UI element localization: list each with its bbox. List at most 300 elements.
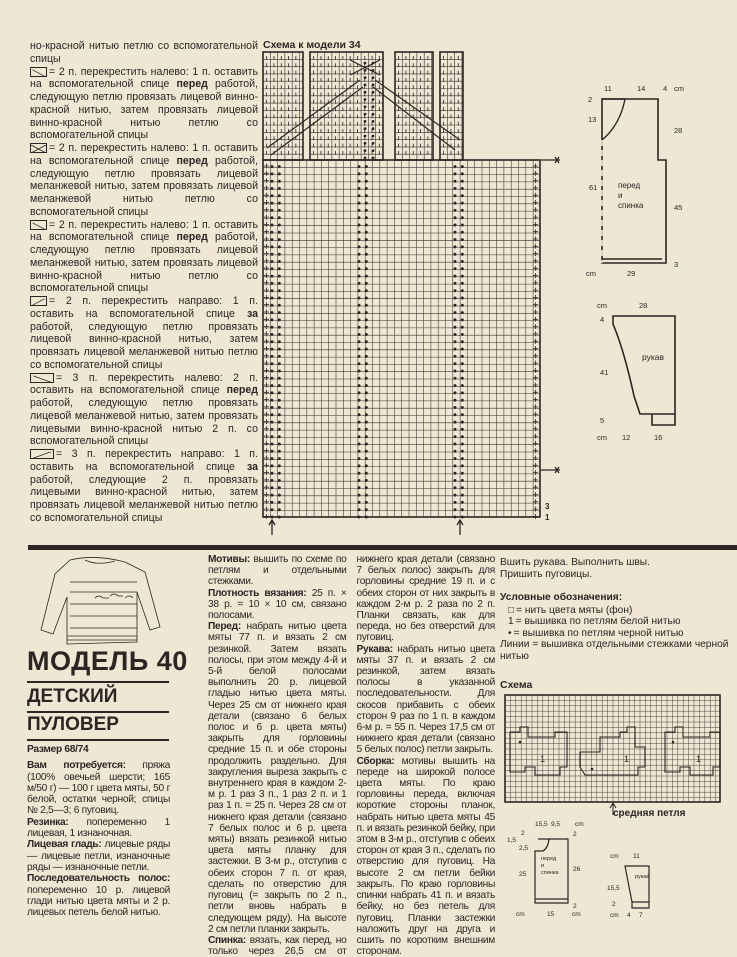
- dot-mark: [461, 508, 464, 511]
- motif-chart-title: Схема: [500, 679, 533, 691]
- dot-mark: [461, 384, 464, 387]
- dot-mark: [364, 142, 367, 145]
- dim-left-2: 2: [588, 95, 593, 104]
- dot-mark: [278, 202, 281, 205]
- symbol-legend: [500, 592, 732, 662]
- paragraph: Сборка: мотивы вышить на переде на широкой полосе цвета мяты. По краю горловины переда, включая короткие стороны планок, набрать нитью цвета мяты 45 п. и вязать резинкой бейку, при этом в 3-м р., отступив с обеих сторон от края 3 п., сделать по отверстию для пуговиц. На высоте 2 см петли бейки закрыть. По краю горловины спинки набрать 41 п. и вязать бейку, но без петель для пуговиц. Планки застежки наложить друг на друга и сшить по коротким внешним сторонам.: [356, 755, 495, 957]
- dot-mark: [358, 297, 361, 300]
- dot-mark: [278, 340, 281, 343]
- dim-left-4: 4: [600, 315, 605, 324]
- legend-entry: 1 = вышивка по петлям белой нитью: [508, 616, 681, 628]
- dot-mark: [278, 304, 281, 307]
- dot-mark: [358, 362, 361, 365]
- dot-mark: [278, 224, 281, 227]
- stitch-legend-item: = 2 п. перекрестить налево: 1 п. оставить на вспомогательной спице перед работой, следующую петлю провязать лицевой меланжевой нитью, затем провязать лицевой меланжевой нитью петлю со вспомогательной спицы: [30, 142, 258, 218]
- dot-mark: [461, 450, 464, 453]
- dot-mark: [364, 120, 367, 123]
- dot-mark: [454, 457, 457, 460]
- dot-mark: [358, 326, 361, 329]
- title-rule: [27, 681, 169, 683]
- dot-mark: [454, 348, 457, 351]
- dot-mark: [278, 216, 281, 219]
- dot-mark: [365, 187, 368, 190]
- dot-mark: [454, 435, 457, 438]
- dot-mark: [461, 457, 464, 460]
- dot-mark: [278, 384, 281, 387]
- dot-mark: [454, 172, 457, 175]
- dot-mark: [271, 311, 274, 314]
- dot-mark: [278, 443, 281, 446]
- dot-mark: [271, 253, 274, 256]
- dot-mark: [278, 428, 281, 431]
- dot-mark: [461, 245, 464, 248]
- cross-x-icon: [30, 143, 47, 153]
- dot-mark: [358, 318, 361, 321]
- dot-mark: [372, 84, 375, 87]
- dot-mark: [278, 508, 281, 511]
- dot-mark: [278, 275, 281, 278]
- subtitle-rule: [27, 739, 169, 741]
- dot-mark: [454, 209, 457, 212]
- dot-mark: [461, 413, 464, 416]
- dot-mark: [358, 494, 361, 497]
- finish-paragraph: Вшить рукава. Выполнить швы. Пришить пуговицы.: [500, 557, 650, 580]
- dot-mark: [454, 508, 457, 511]
- dot-mark: [278, 362, 281, 365]
- dot-mark: [358, 399, 361, 402]
- dot-mark: [271, 289, 274, 292]
- dot-mark: [365, 464, 368, 467]
- dot-mark: [461, 443, 464, 446]
- dot-mark: [278, 180, 281, 183]
- dot-mark: [271, 479, 274, 482]
- dot-mark: [454, 413, 457, 416]
- label-and: и: [541, 863, 545, 869]
- paragraph: Вам потребуется: пряжа (100% овечьей шерсти; 165 м/50 г) — 100 г цвета мяты, 50 г белой, остатки черной; спицы № 2,5—3; 6 пуговиц.: [27, 760, 170, 817]
- cross-right-icon: [30, 296, 47, 306]
- dot-mark: [358, 377, 361, 380]
- dot-mark: [461, 267, 464, 270]
- dot-mark: [461, 421, 464, 424]
- dot-mark: [278, 486, 281, 489]
- dot-mark: [365, 450, 368, 453]
- dot-mark: [271, 267, 274, 270]
- dim-26: 26: [573, 866, 581, 873]
- dim-left-13: 13: [588, 115, 597, 124]
- small-sleeve-outline: [625, 866, 649, 908]
- label-front: перед: [541, 856, 557, 862]
- dot-mark: [358, 435, 361, 438]
- dot-mark: [271, 180, 274, 183]
- dot-mark: [271, 413, 274, 416]
- dot-mark: [365, 340, 368, 343]
- dot-mark: [365, 238, 368, 241]
- dot-mark: [365, 443, 368, 446]
- dim-11: 11: [633, 853, 640, 860]
- dot-mark: [358, 472, 361, 475]
- dot-mark: [454, 472, 457, 475]
- dim-left-61: 61: [589, 183, 598, 192]
- dot-mark: [271, 297, 274, 300]
- stitch-legend-item: но-красной нитью петлю со вспомогательной спицы: [30, 40, 258, 65]
- eye-dot: [591, 768, 594, 771]
- dot-mark: [278, 245, 281, 248]
- dot-mark: [358, 275, 361, 278]
- dot-mark: [365, 406, 368, 409]
- dot-mark: [461, 464, 464, 467]
- motif-white-label: 1: [540, 754, 546, 764]
- dot-mark: [454, 165, 457, 168]
- dot-mark: [271, 209, 274, 212]
- dot-mark: [461, 297, 464, 300]
- dot-mark: [271, 231, 274, 234]
- dot-mark: [365, 362, 368, 365]
- dot-mark: [278, 172, 281, 175]
- dot-mark: [365, 289, 368, 292]
- dot-mark: [278, 326, 281, 329]
- dot-mark: [365, 348, 368, 351]
- label-back: спинка: [618, 201, 644, 210]
- dot-mark: [278, 260, 281, 263]
- dot-mark: [365, 413, 368, 416]
- dot-mark: [271, 384, 274, 387]
- dot-mark: [454, 450, 457, 453]
- dot-mark: [454, 326, 457, 329]
- dim-25: 25: [519, 871, 527, 878]
- dot-mark: [365, 267, 368, 270]
- dot-mark: [454, 494, 457, 497]
- dot-mark: [271, 326, 274, 329]
- dot-mark: [461, 304, 464, 307]
- dot-mark: [365, 304, 368, 307]
- dot-mark: [278, 399, 281, 402]
- legend-entry: □ = нить цвета мяты (фон): [508, 604, 633, 616]
- dot-mark: [358, 260, 361, 263]
- dot-mark: [271, 450, 274, 453]
- dot-mark: [278, 413, 281, 416]
- dot-mark: [454, 289, 457, 292]
- dim-15-5: 15,5: [535, 821, 548, 828]
- dot-mark: [271, 172, 274, 175]
- dot-mark: [358, 340, 361, 343]
- dot-mark: [461, 391, 464, 394]
- dim-cm: cm: [575, 821, 584, 828]
- dot-mark: [365, 472, 368, 475]
- dot-mark: [365, 224, 368, 227]
- dim-7: 7: [639, 912, 643, 918]
- dot-mark: [271, 304, 274, 307]
- grid-lines: [263, 52, 303, 160]
- dot-mark: [278, 450, 281, 453]
- dot-mark: [461, 326, 464, 329]
- stitch-legend-column: [30, 40, 258, 525]
- grid-border: [263, 52, 303, 160]
- dim-2: 2: [521, 830, 525, 837]
- dot-mark: [271, 165, 274, 168]
- dim-top-14: 14: [637, 84, 646, 93]
- dot-mark: [278, 289, 281, 292]
- dot-mark: [358, 486, 361, 489]
- dot-mark: [278, 282, 281, 285]
- dot-mark: [358, 194, 361, 197]
- dot-mark: [461, 479, 464, 482]
- dot-mark: [365, 165, 368, 168]
- dot-mark: [358, 508, 361, 511]
- schematic-sleeve: [582, 300, 737, 450]
- dot-mark: [461, 494, 464, 497]
- dot-mark: [358, 457, 361, 460]
- dot-mark: [461, 435, 464, 438]
- dot-mark: [278, 187, 281, 190]
- dot-mark: [271, 464, 274, 467]
- row-marker-icon: [541, 157, 560, 163]
- dot-mark: [461, 180, 464, 183]
- dot-mark: [365, 516, 368, 519]
- size-label: Размер 68/74: [27, 744, 89, 755]
- dot-mark: [365, 391, 368, 394]
- dim-bottom-16: 16: [654, 433, 663, 442]
- dot-mark: [461, 472, 464, 475]
- dot-mark: [271, 472, 274, 475]
- dot-mark: [454, 406, 457, 409]
- dot-mark: [278, 238, 281, 241]
- dot-mark: [461, 340, 464, 343]
- dot-mark: [454, 282, 457, 285]
- dot-mark: [454, 194, 457, 197]
- dot-mark: [365, 355, 368, 358]
- dot-mark: [365, 494, 368, 497]
- dot-mark: [454, 224, 457, 227]
- dim-bottom-cm: cm: [586, 269, 596, 278]
- dot-mark: [461, 399, 464, 402]
- dot-mark: [271, 370, 274, 373]
- dot-mark: [461, 486, 464, 489]
- dot-mark: [454, 486, 457, 489]
- dot-mark: [365, 428, 368, 431]
- dot-mark: [358, 311, 361, 314]
- dot-mark: [372, 76, 375, 79]
- dim-9-5: 9,5: [551, 821, 561, 828]
- dot-mark: [454, 260, 457, 263]
- dot-mark: [364, 149, 367, 152]
- dot-mark: [372, 91, 375, 94]
- label-sleeve: рукав: [635, 874, 650, 880]
- dot-mark: [454, 377, 457, 380]
- dot-mark: [365, 172, 368, 175]
- purl-marks: [444, 56, 459, 155]
- dot-mark: [358, 355, 361, 358]
- dot-mark: [271, 428, 274, 431]
- row-marker-icon: [541, 467, 560, 473]
- dot-mark: [454, 245, 457, 248]
- dim-15: 15: [547, 911, 555, 918]
- dot-mark: [271, 443, 274, 446]
- paragraph: Последовательность полос: попеременно 10 р. лицевой глади нитью цвета мяты и 2 р. лицевых петель белой нитью.: [27, 873, 170, 919]
- paragraph: Перед: набрать нитью цвета мяты 77 п. и вязать 2 см резинкой. Затем вязать полосы, при этом между 4-й и 5-й белой полосами выполнить 20 р. лицевой гладью нитью цвета мяты. Через 25 см от нижнего края детали (связано 6 белых полос и 6 р. цвета мяты) закрыть для горловины средние 15 п. и обе стороны продолжить раздельно. Для закругления выреза закрыть с внутреннего края в каждом 2-м р. 1 раз 3 п., 1 раз 2 п. и 1 раз 1 п. = 25 п. Через 28 см от нижнего края детали (связано 7 белых полос и 6 р. цвета мяты) вязать резинкой нитью цвета мяты планку для застежки. В 3-м р., отступив с обеих сторон 7 п. от края, сделать по отверстию для пуговиц (= закрыть по 2 п., петли вновь набрать в следующем ряду). На высоте 2 см петли планки закрыть.: [208, 621, 347, 935]
- dot-mark: [364, 84, 367, 87]
- chart-title: Схема к модели 34: [263, 39, 361, 51]
- dot-mark: [372, 149, 375, 152]
- dot-mark: [365, 333, 368, 336]
- dot-mark: [461, 289, 464, 292]
- dot-mark: [461, 216, 464, 219]
- dot-mark: [271, 494, 274, 497]
- dot-mark: [454, 304, 457, 307]
- dim-2-5: 2,5: [519, 845, 529, 852]
- dot-mark: [365, 377, 368, 380]
- dim-bottom-cm: cm: [597, 433, 607, 442]
- dot-mark: [271, 333, 274, 336]
- dot-mark: [372, 135, 375, 138]
- dot-mark: [454, 391, 457, 394]
- dot-mark: [358, 253, 361, 256]
- dot-mark: [364, 135, 367, 138]
- dot-mark: [365, 479, 368, 482]
- dot-mark: [365, 260, 368, 263]
- dot-mark: [461, 194, 464, 197]
- dot-mark: [365, 297, 368, 300]
- row-label-3: 3: [545, 502, 550, 511]
- paragraph: Мотивы: вышить по схеме по петлям и отдельными стежками.: [208, 554, 347, 588]
- dot-mark: [461, 406, 464, 409]
- dot-mark: [454, 297, 457, 300]
- dot-mark: [278, 501, 281, 504]
- dot-mark: [461, 370, 464, 373]
- dot-mark: [372, 113, 375, 116]
- dot-mark: [358, 180, 361, 183]
- dot-mark: [461, 362, 464, 365]
- dim-1-5: 1,5: [507, 837, 517, 844]
- sweater-illustration: [25, 552, 170, 652]
- dim-bottom-29: 29: [627, 269, 636, 278]
- dot-mark: [271, 202, 274, 205]
- dot-mark: [278, 311, 281, 314]
- dot-mark: [271, 194, 274, 197]
- paragraph: Рукава: набрать нитью цвета мяты 37 п. и вязать 2 см резинкой, затем вязать полосы в указанной последовательности. Для скосов прибавить с обеих сторон 9 раз по 1 п. в каждом 6-м р. = 55 п. Через 17,5 см от нижнего края детали (связано 5 белых полос) петли закрыть.: [356, 643, 495, 756]
- dot-mark: [364, 105, 367, 108]
- legend-entry: • = вышивка по петлям черной нитью: [508, 627, 684, 639]
- dot-mark: [461, 348, 464, 351]
- dot-mark: [454, 384, 457, 387]
- dot-mark: [454, 479, 457, 482]
- dot-mark: [271, 216, 274, 219]
- dot-mark: [372, 157, 375, 160]
- neckline: [602, 99, 625, 140]
- stitch-legend-item: = 2 п. перекрестить направо: 1 п. оставить на вспомогательной спице за работой, следующую петлю провязать лицевой винно-красной нитью, затем провязать лицевой меланжевой нитью петлю со вспомогательной спицы: [30, 295, 258, 371]
- dot-mark: [271, 282, 274, 285]
- dim-cm: cm: [610, 912, 619, 918]
- dot-mark: [358, 304, 361, 307]
- dot-mark: [358, 421, 361, 424]
- motif-white-label: 1: [696, 754, 702, 764]
- dot-mark: [461, 238, 464, 241]
- dot-mark: [271, 275, 274, 278]
- materials-block: [27, 744, 170, 918]
- dot-mark: [454, 370, 457, 373]
- dot-mark: [278, 479, 281, 482]
- dot-mark: [364, 127, 367, 130]
- dot-mark: [358, 209, 361, 212]
- dot-mark: [278, 209, 281, 212]
- dot-mark: [454, 464, 457, 467]
- dot-mark: [358, 216, 361, 219]
- dot-mark: [365, 486, 368, 489]
- dot-mark: [358, 282, 361, 285]
- dot-mark: [358, 289, 361, 292]
- dim-cm: cm: [610, 853, 619, 860]
- dot-mark: [461, 311, 464, 314]
- dot-mark: [271, 486, 274, 489]
- dot-mark: [364, 113, 367, 116]
- dot-mark: [461, 172, 464, 175]
- motif-white-label: 1: [624, 754, 630, 764]
- dot-mark: [372, 98, 375, 101]
- dot-mark: [358, 406, 361, 409]
- legend-lines: Линии = вышивка отдельными стежками черной нитью: [500, 639, 729, 662]
- purl-marks: [399, 56, 428, 155]
- dot-mark: [454, 501, 457, 504]
- dot-mark: [365, 180, 368, 183]
- dot-mark: [271, 245, 274, 248]
- dim-cm: cm: [516, 911, 525, 918]
- grid-lines: [395, 52, 433, 160]
- dot-mark: [365, 370, 368, 373]
- eye-dot: [519, 741, 522, 744]
- dot-mark: [271, 260, 274, 263]
- dot-mark: [278, 267, 281, 270]
- dot-mark: [372, 142, 375, 145]
- dot-mark: [271, 187, 274, 190]
- dot-mark: [271, 340, 274, 343]
- dot-mark: [454, 355, 457, 358]
- dot-mark: [364, 69, 367, 72]
- dot-mark: [365, 311, 368, 314]
- dot-mark: [271, 391, 274, 394]
- dot-mark: [271, 421, 274, 424]
- dim-2: 2: [612, 901, 616, 908]
- dot-mark: [271, 457, 274, 460]
- dot-mark: [454, 443, 457, 446]
- dot-mark: [271, 348, 274, 351]
- dot-mark: [461, 516, 464, 519]
- dot-mark: [358, 172, 361, 175]
- small-schematics: [505, 818, 737, 918]
- instructions-text: [208, 554, 495, 957]
- dot-mark: [461, 428, 464, 431]
- cross-3-left-icon: [30, 373, 54, 383]
- dot-mark: [358, 231, 361, 234]
- dim-4: 4: [627, 912, 631, 918]
- cross-left-red-icon: [30, 67, 47, 77]
- dot-mark: [358, 428, 361, 431]
- dot-mark: [278, 464, 281, 467]
- dot-mark: [461, 355, 464, 358]
- dot-mark: [278, 348, 281, 351]
- dot-mark: [365, 399, 368, 402]
- dot-mark: [461, 501, 464, 504]
- dot-mark: [364, 76, 367, 79]
- dot-mark: [358, 267, 361, 270]
- stitch-legend-item: = 2 п. перекрестить налево: 1 п. оставить на вспомогательной спице перед работой, следующую петлю провязать лицевой меланжевой нитью, затем провязать лицевой винно-красной нитью петлю со вспомогательной спицы: [30, 218, 258, 295]
- dot-mark: [278, 297, 281, 300]
- dot-mark: [364, 157, 367, 160]
- grid-lines: [505, 695, 720, 802]
- dot-mark: [358, 348, 361, 351]
- dot-mark: [278, 253, 281, 256]
- label-front: перед: [618, 181, 641, 190]
- dot-mark: [365, 202, 368, 205]
- dot-mark: [271, 238, 274, 241]
